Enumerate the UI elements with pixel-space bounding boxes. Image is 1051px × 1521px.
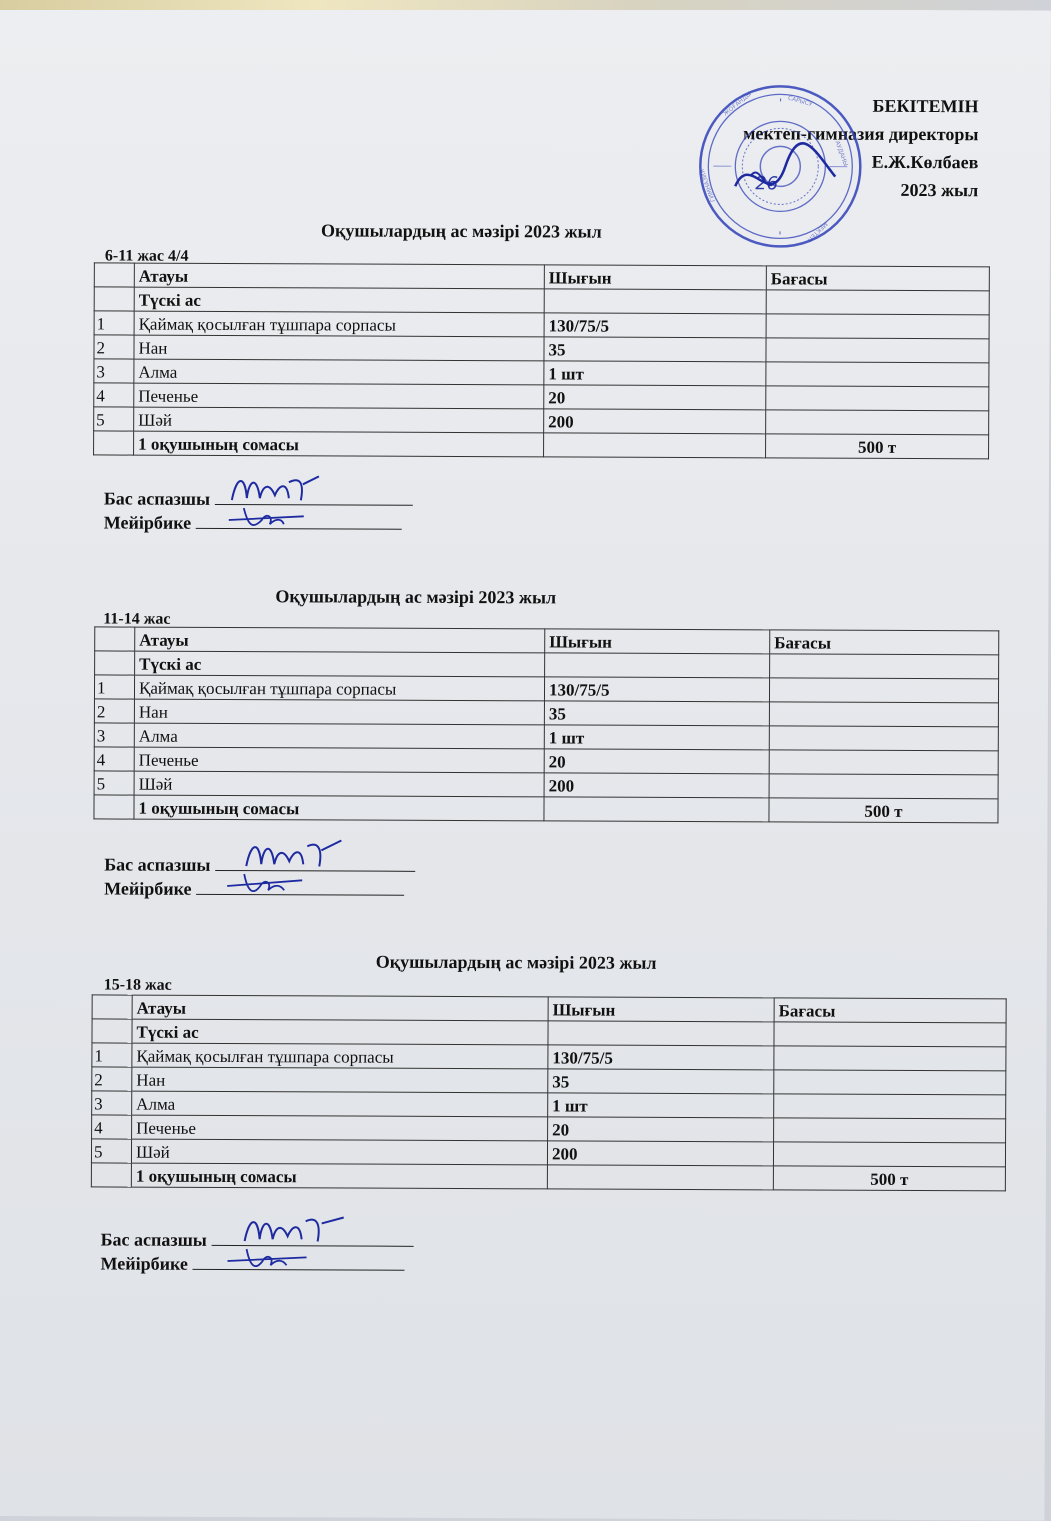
row-number: 1 xyxy=(92,1043,132,1067)
paper-sheet xyxy=(0,6,1051,1521)
dish-name: Нан xyxy=(134,699,544,725)
nurse-signature-line xyxy=(104,510,413,535)
dish-price xyxy=(766,362,989,387)
nurse-signature xyxy=(224,498,324,534)
background-edge xyxy=(0,0,1051,10)
total-value: 500 т xyxy=(769,798,998,823)
nurse-label: Мейірбике xyxy=(104,512,192,532)
dish-name: Шәй xyxy=(134,771,544,797)
dish-quantity: 35 xyxy=(548,1069,774,1094)
dish-quantity: 20 xyxy=(544,749,769,774)
approval-position: мектеп-гимназия директоры xyxy=(743,119,978,148)
signature-block xyxy=(100,1227,413,1276)
dish-price xyxy=(766,410,989,435)
dish-name: Печенье xyxy=(134,383,544,409)
total-value: 500 т xyxy=(766,434,989,459)
dish-quantity: 1 шт xyxy=(548,1093,774,1118)
dish-price xyxy=(774,1094,1006,1119)
dish-price xyxy=(773,1142,1005,1167)
column-header-price: Бағасы xyxy=(774,998,1006,1023)
dish-name: Алма xyxy=(132,1091,548,1117)
menu-table xyxy=(93,262,990,459)
svg-text:МЕКТЕП: МЕКТЕП xyxy=(806,220,829,243)
age-group-label: 6-11 жас 4/4 xyxy=(105,247,189,265)
row-number: 3 xyxy=(92,1091,132,1115)
svg-text:26: 26 xyxy=(755,173,778,194)
dish-name: Шәй xyxy=(131,1139,547,1165)
menu-table xyxy=(93,626,999,823)
nurse-signature xyxy=(222,1239,322,1275)
official-stamp xyxy=(695,81,866,252)
row-number: 1 xyxy=(94,675,134,699)
dish-quantity: 1 шт xyxy=(544,361,766,386)
age-group-label: 11-14 жас xyxy=(103,610,170,628)
row-number: 2 xyxy=(94,699,134,723)
total-label: 1 оқушының сомасы xyxy=(134,795,544,821)
dish-quantity: 20 xyxy=(548,1117,774,1142)
total-row xyxy=(94,795,998,823)
dish-price xyxy=(769,774,998,799)
dish-name: Алма xyxy=(134,723,544,749)
row-number: 5 xyxy=(91,1139,131,1163)
nurse-signature xyxy=(222,864,322,900)
meal-section: Түскі ас xyxy=(132,1019,548,1045)
total-row xyxy=(94,431,989,459)
dish-price xyxy=(766,314,989,339)
nurse-signature-line xyxy=(100,1251,413,1276)
approval-year: 2023 жыл xyxy=(743,175,978,204)
dish-name: Қаймақ қосылған тұшпара сорпасы xyxy=(134,675,544,701)
dish-price xyxy=(769,702,998,727)
menu-table xyxy=(91,994,1007,1191)
nurse-signature-line xyxy=(104,876,415,901)
dish-quantity: 20 xyxy=(544,385,766,410)
nurse-label: Мейірбике xyxy=(104,878,192,898)
column-header-quantity: Шығын xyxy=(548,997,774,1022)
chef-label: Бас аспазшы xyxy=(101,1229,207,1249)
dish-name: Печенье xyxy=(134,747,544,773)
dish-price xyxy=(766,386,989,411)
dish-quantity: 1 шт xyxy=(544,725,769,750)
total-value: 500 т xyxy=(773,1166,1005,1191)
row-number: 2 xyxy=(92,1067,132,1091)
row-number: 4 xyxy=(92,1115,132,1139)
table-row xyxy=(94,675,998,703)
svg-text:САРЫСУ: САРЫСУ xyxy=(787,95,813,108)
column-header-price: Бағасы xyxy=(770,630,999,655)
menu-title: Оқушылардың ас мәзірі 2023 жыл xyxy=(321,220,602,242)
total-row xyxy=(91,1163,1005,1191)
total-label: 1 оқушының сомасы xyxy=(134,431,544,457)
column-header-quantity: Шығын xyxy=(544,265,766,290)
dish-price xyxy=(769,750,998,775)
column-header-price: Бағасы xyxy=(766,266,989,291)
dish-name: Нан xyxy=(132,1067,548,1093)
dish-price xyxy=(769,678,998,703)
dish-price xyxy=(769,726,998,751)
column-header-name: Атауы xyxy=(132,995,548,1021)
signature-block xyxy=(104,852,415,901)
dish-price xyxy=(774,1070,1006,1095)
column-header-quantity: Шығын xyxy=(545,629,770,654)
row-number: 3 xyxy=(94,359,134,383)
menu-title: Оқушылардың ас мәзірі 2023 жыл xyxy=(275,586,556,608)
dish-quantity: 35 xyxy=(544,701,769,726)
dish-quantity: 200 xyxy=(547,1141,773,1166)
row-number: 4 xyxy=(94,747,134,771)
chef-label: Бас аспазшы xyxy=(104,854,210,874)
table-row xyxy=(92,1043,1006,1071)
dish-quantity: 130/75/5 xyxy=(544,677,769,702)
svg-text:ЖОҒАНДЫ: ЖОҒАНДЫ xyxy=(722,91,752,118)
total-label: 1 оқушының сомасы xyxy=(131,1163,547,1189)
svg-text:АУДАНЫ: АУДАНЫ xyxy=(834,140,849,167)
dish-name: Шәй xyxy=(134,407,544,433)
dish-name: Алма xyxy=(134,359,544,385)
meal-section: Түскі ас xyxy=(134,287,544,313)
dish-price xyxy=(774,1046,1006,1071)
dish-quantity: 200 xyxy=(544,773,769,798)
dish-price xyxy=(774,1118,1006,1143)
table-row xyxy=(94,311,989,339)
nurse-label: Мейірбике xyxy=(100,1253,188,1273)
row-number: 3 xyxy=(94,723,134,747)
dish-name: Қаймақ қосылған тұшпара сорпасы xyxy=(132,1043,548,1069)
meal-section: Түскі ас xyxy=(135,651,545,677)
column-header-name: Атауы xyxy=(134,263,544,289)
row-number: 5 xyxy=(94,771,134,795)
menu-title: Оқушылардың ас мәзірі 2023 жыл xyxy=(376,952,657,974)
row-number: 4 xyxy=(94,383,134,407)
dish-price xyxy=(766,338,989,363)
row-number: 2 xyxy=(94,335,134,359)
chef-label: Бас аспазшы xyxy=(104,488,210,508)
svg-text:ГИМНАЗИЯ: ГИМНАЗИЯ xyxy=(699,168,717,203)
age-group-label: 15-18 жас xyxy=(104,976,172,994)
dish-name: Қаймақ қосылған тұшпара сорпасы xyxy=(134,311,544,337)
dish-quantity: 130/75/5 xyxy=(544,313,766,338)
dish-name: Печенье xyxy=(132,1115,548,1141)
approval-title: БЕКІТЕМІН xyxy=(743,91,978,120)
signature-block xyxy=(104,486,413,535)
column-header-name: Атауы xyxy=(135,627,545,653)
dish-quantity: 35 xyxy=(544,337,766,362)
dish-name: Нан xyxy=(134,335,544,361)
row-number: 5 xyxy=(94,407,134,431)
approval-director-name: Е.Ж.Көлбаев xyxy=(743,147,978,176)
row-number: 1 xyxy=(94,311,134,335)
dish-quantity: 200 xyxy=(544,409,766,434)
dish-quantity: 130/75/5 xyxy=(548,1045,774,1070)
